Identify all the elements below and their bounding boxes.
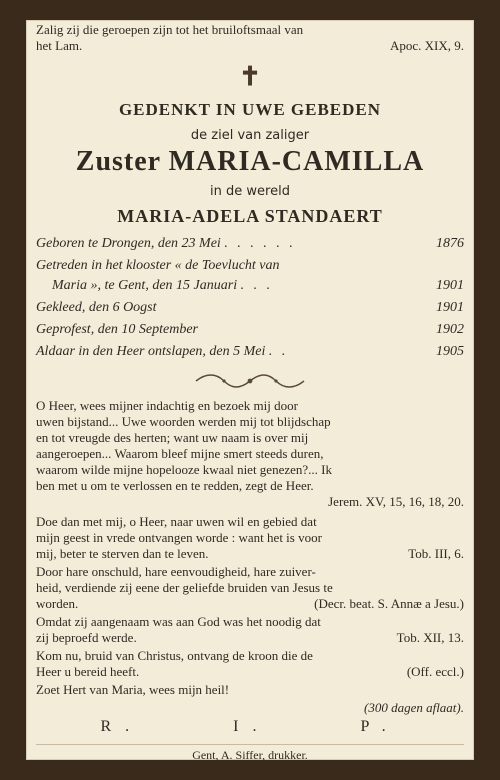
event-profession-text: Geprofest, den 10 September: [36, 322, 198, 337]
p3-line-1: Door hare onschuld, hare eenvoudigheid, hare zuiver-: [36, 564, 316, 579]
event-birth: [36, 236, 464, 252]
p1-line-5: waarom wilde mijne hopelooze kwaal niet genezen?... Ik: [36, 462, 332, 477]
event-clothed-text: Gekleed, den 6 Oogst: [36, 300, 157, 315]
p5-line-2-text: Heer u bereid heeft.: [36, 664, 140, 679]
p4-reference: Tob. XII, 13.: [396, 630, 464, 645]
p5-line-1: Kom nu, bruid van Christus, ontvang de kroon die de: [36, 648, 313, 663]
memorial-card: [26, 20, 474, 760]
event-clothed-year: 1901: [436, 300, 464, 315]
event-death-text: Aldaar in den Heer ontslapen, den 5 Mei: [36, 344, 266, 359]
p5-reference: (Off. eccl.): [406, 664, 464, 679]
p1-reference: Jerem. XV, 15, 16, 18, 20.: [328, 494, 464, 509]
p1-line-3: en tot vreugde des herten; want uw naam is over mij: [36, 430, 309, 445]
p2-line-3-text: mij, beter te sterven dan te leven.: [36, 546, 209, 561]
p2-reference: Tob. III, 6.: [408, 546, 464, 561]
p4-line-2-text: zij beproefd werde.: [36, 630, 137, 645]
p1-line-2: uwen bijstand... Uwe woorden werden mij tot blijdschap: [36, 414, 331, 429]
cross-icon: ✝: [239, 62, 261, 92]
p2-line-1: Doe dan met mij, o Heer, naar uwen wil en gebied dat: [36, 514, 317, 529]
birth-name: MARIA-ADELA STANDAERT: [117, 206, 383, 226]
quote-line-1: Zalig zij die geroepen zijn tot het bruiloftsmaal van: [36, 22, 304, 37]
quote-line-2: [36, 38, 464, 54]
event-entry-line1: Getreden in het klooster « de Toevlucht van: [36, 258, 280, 273]
rip-text: R. I. P.: [100, 718, 400, 735]
p1-line-6: ben met u om te verlossen en te redden, zegt de Heer.: [36, 478, 314, 493]
ornament-divider: [190, 372, 310, 390]
leader-dots: . .: [268, 344, 289, 359]
p3-reference: (Decr. beat. S. Annæ a Jesu.): [314, 596, 464, 611]
p4-line-2: [36, 630, 464, 646]
p6-line-1: Zoet Hert van Maria, wees mijn heil!: [36, 682, 230, 697]
quote-line-2-left: het Lam.: [36, 38, 83, 53]
event-death: [36, 344, 464, 360]
soul-of-text: de ziel van zaliger: [190, 128, 310, 143]
p3-line-3-text: worden.: [36, 596, 79, 611]
p6-reference: (300 dagen aflaat).: [363, 700, 464, 715]
p5-line-2: [36, 664, 464, 680]
leader-dots: . . .: [240, 278, 274, 293]
printer-footer: Gent, A. Siffer, drukker.: [192, 748, 308, 762]
footer-divider: [36, 744, 464, 745]
event-clothed: [36, 300, 464, 316]
event-profession: [36, 322, 464, 338]
p1-line-1: O Heer, wees mijner indachtig en bezoek mij door: [36, 398, 298, 413]
p1-line-4: aangeroepen... Waarom bleef mijne smert steeds duren,: [36, 446, 324, 461]
event-death-year: 1905: [436, 344, 464, 359]
leader-dots: . . . . . .: [224, 236, 296, 251]
event-entry-text: Maria », te Gent, den 15 Januari: [52, 278, 238, 293]
p2-line-2: mijn geest in vrede ontvangen worde : want het is voor: [36, 530, 322, 545]
event-profession-year: 1902: [436, 322, 464, 337]
event-entry-year: 1901: [436, 278, 464, 293]
sister-name: Zuster MARIA-CAMILLA: [75, 146, 425, 177]
p3-line-3: [36, 596, 464, 612]
quote-reference: Apoc. XIX, 9.: [389, 38, 464, 53]
p3-line-2: heid, verdiende zij eene der geliefde bruiden van Jesus te: [36, 580, 333, 595]
p2-line-3: [36, 546, 464, 562]
prayer-heading: GEDENKT IN UWE GEBEDEN: [118, 100, 382, 119]
p4-line-1: Omdat zij aangenaam was aan God was het noodig dat: [36, 614, 321, 629]
in-world-text: in de wereld: [210, 184, 290, 199]
event-birth-text: Geboren te Drongen, den 23 Mei: [36, 236, 221, 251]
event-birth-year: 1876: [436, 236, 464, 251]
event-entry-line2: [52, 278, 464, 294]
